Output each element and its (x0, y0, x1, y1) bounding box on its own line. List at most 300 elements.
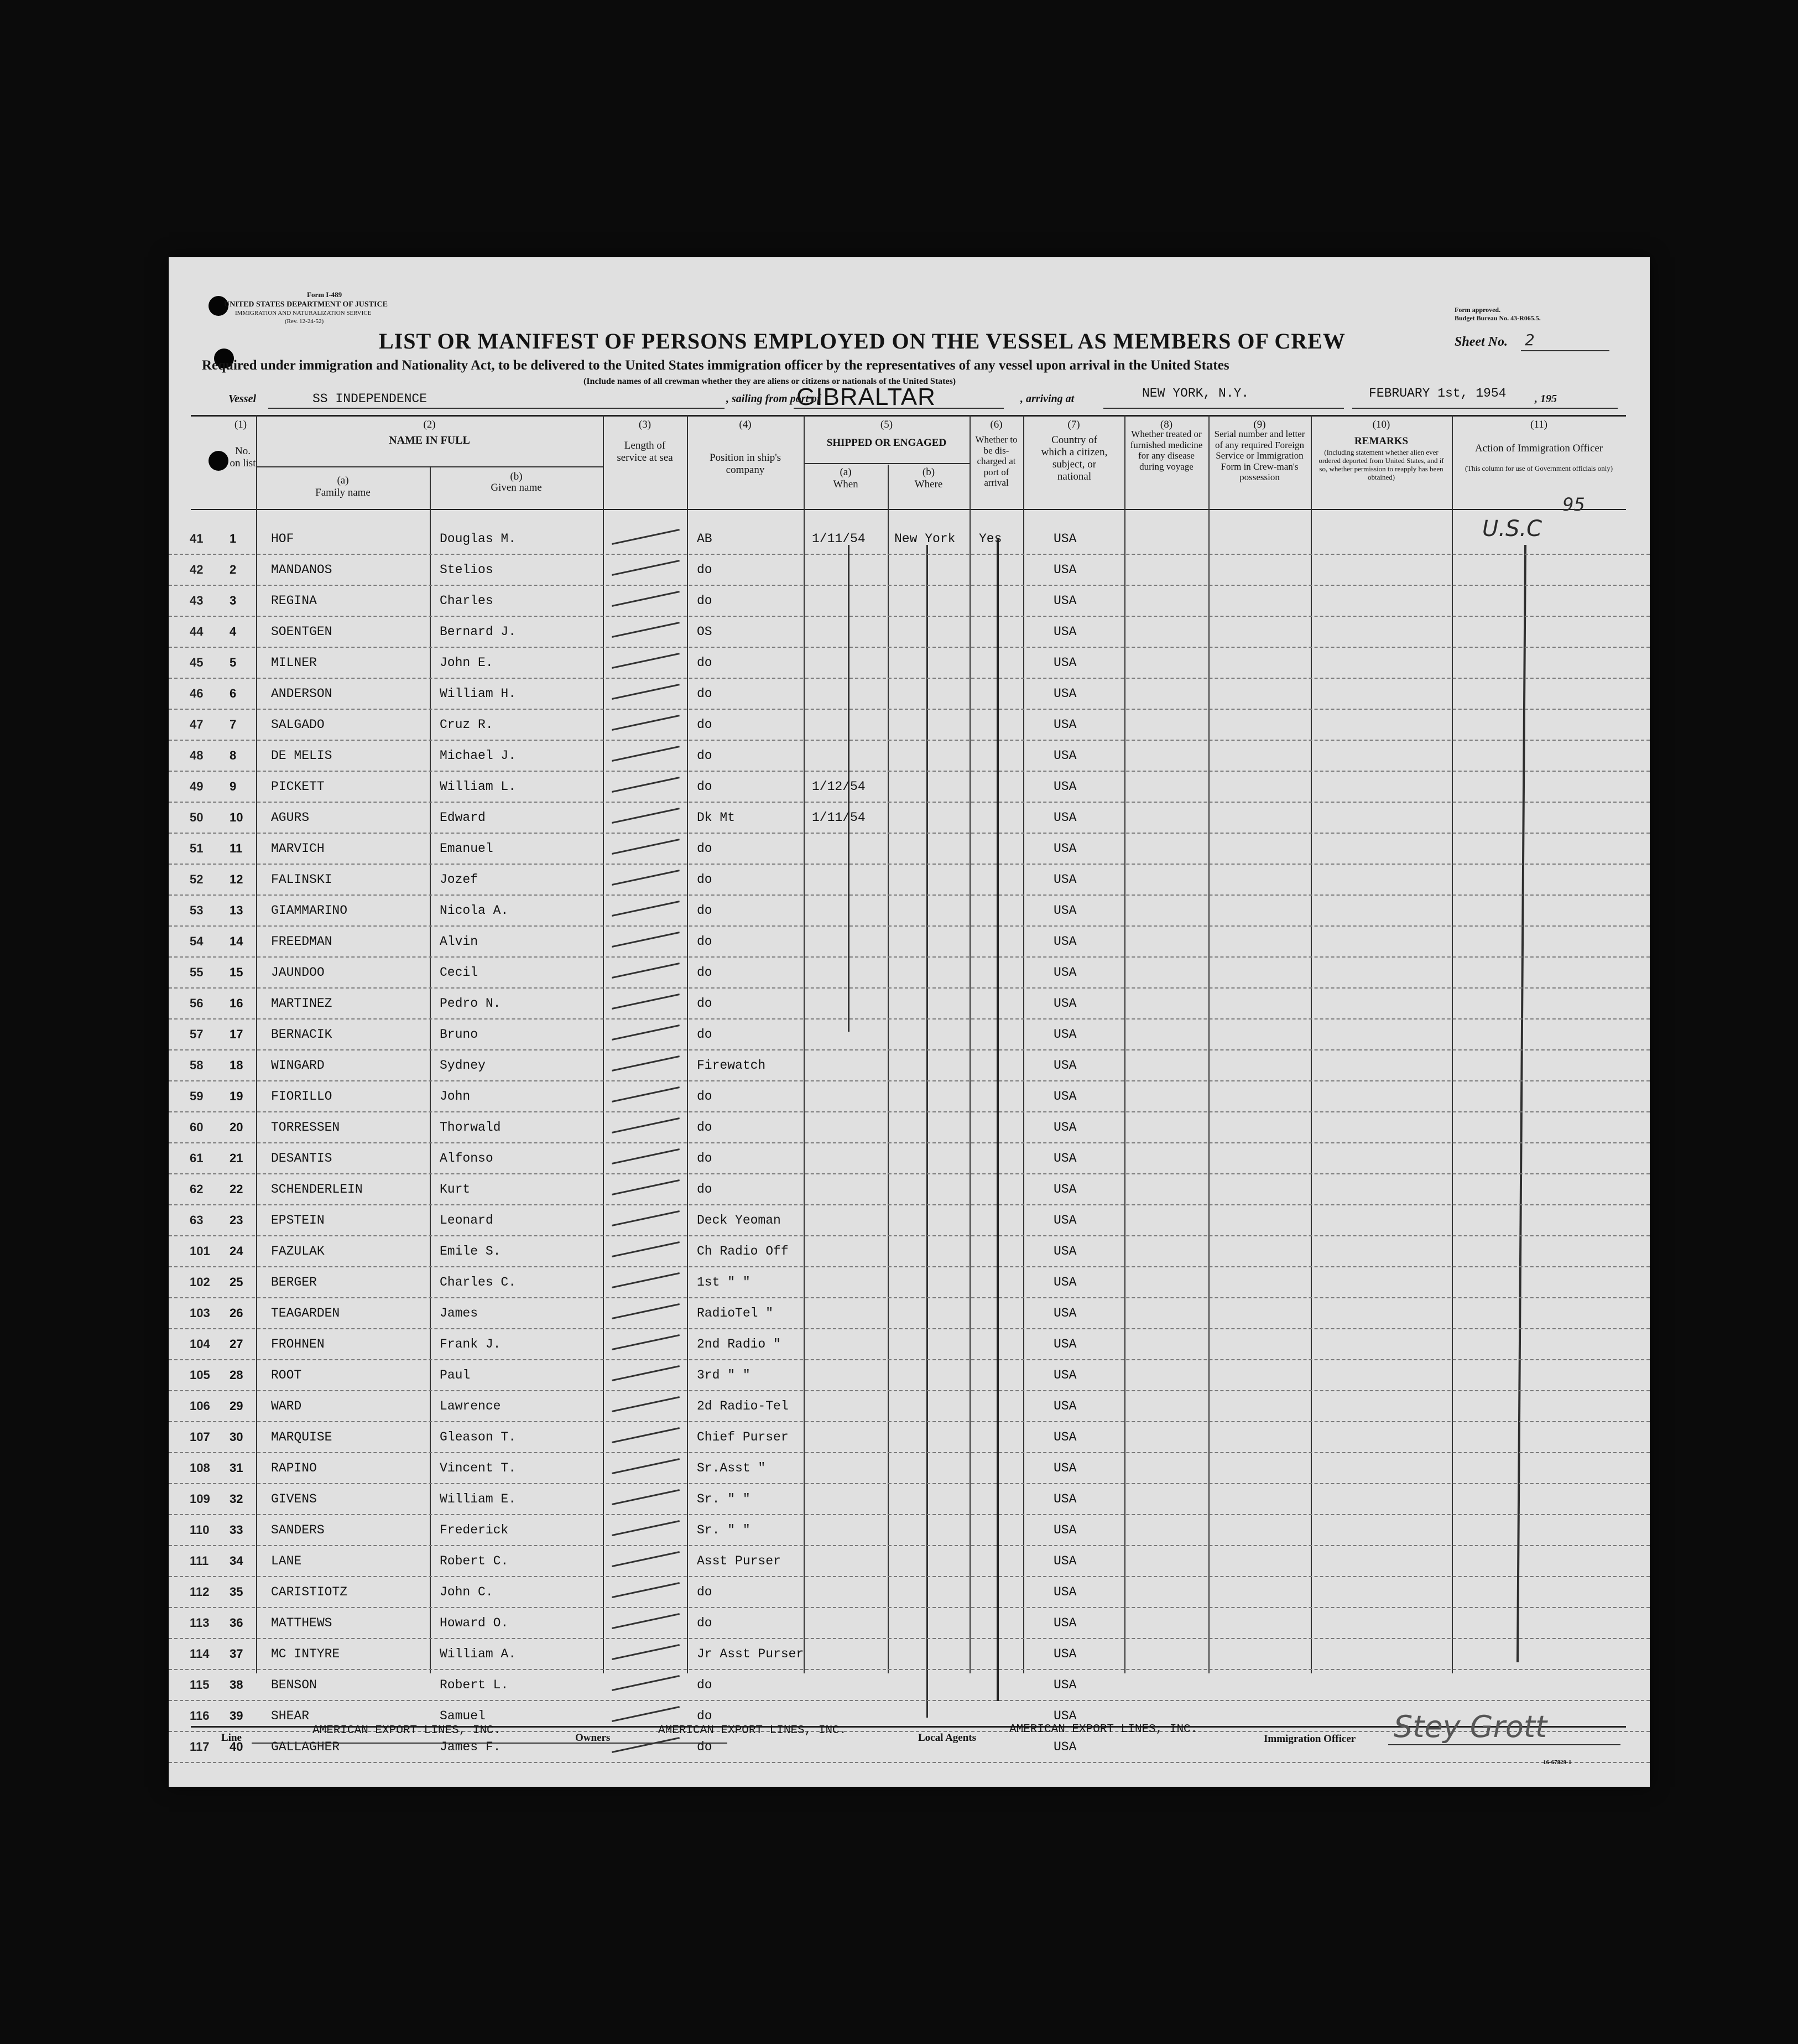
row-given-name: John E. (440, 656, 493, 670)
row-given-name: Edward (440, 810, 486, 825)
approval-line-1: Form approved. (1455, 306, 1501, 314)
row-margin-number: 112 (190, 1585, 210, 1599)
service-length-stroke (612, 715, 680, 731)
row-margin-number: 63 (190, 1213, 204, 1227)
row-given-name: Charles (440, 594, 493, 608)
row-family-name: MARQUISE (271, 1430, 332, 1444)
row-given-name: James (440, 1306, 478, 1320)
row-position: do (697, 1120, 712, 1135)
row-given-name: Cecil (440, 965, 478, 980)
row-given-name: William A. (440, 1647, 517, 1661)
table-row (169, 927, 1650, 958)
row-number: 32 (230, 1492, 243, 1506)
row-number: 40 (230, 1740, 243, 1754)
row-margin-number: 101 (190, 1244, 210, 1258)
header-bottom-border (191, 509, 1626, 510)
header-top-border (191, 415, 1626, 417)
row-given-name: Samuel (440, 1709, 486, 1723)
service-length-stroke (612, 839, 680, 855)
page-count-mark: 95 (1562, 494, 1585, 515)
row-family-name: FROHNEN (271, 1337, 325, 1351)
row-position: do (697, 934, 712, 949)
row-family-name: FALINSKI (271, 872, 332, 887)
row-given-name: Howard O. (440, 1616, 509, 1630)
row-number: 21 (230, 1151, 243, 1165)
row-margin-number: 44 (190, 625, 204, 638)
table-row (169, 1298, 1650, 1329)
row-given-name: William L. (440, 779, 517, 794)
service-length-stroke (612, 1675, 680, 1691)
service-length-stroke (612, 1551, 680, 1567)
row-given-name: Cruz R. (440, 717, 493, 732)
row-number: 25 (230, 1275, 243, 1289)
row-number: 16 (230, 996, 243, 1010)
row-given-name: Robert C. (440, 1554, 509, 1568)
row-position: do (697, 1616, 712, 1630)
table-row (169, 679, 1650, 710)
row-country: USA (1054, 594, 1077, 608)
table-row (169, 1267, 1650, 1298)
row-number: 34 (230, 1554, 243, 1568)
row-family-name: MATTHEWS (271, 1616, 332, 1630)
row-given-name: Alvin (440, 934, 478, 949)
row-margin-number: 107 (190, 1430, 210, 1444)
table-row (169, 617, 1650, 648)
row-given-name: Michael J. (440, 748, 517, 763)
row-family-name: SOENTGEN (271, 625, 332, 639)
row-number: 5 (230, 656, 237, 669)
row-family-name: EPSTEIN (271, 1213, 325, 1228)
table-row (169, 1422, 1650, 1453)
row-margin-number: 46 (190, 686, 204, 700)
row-given-name: Stelios (440, 563, 493, 577)
table-row (169, 1670, 1650, 1701)
name-subheader-rule (256, 466, 603, 467)
col7-num: (7) (1067, 419, 1080, 430)
table-row (169, 1050, 1650, 1081)
col2b-label: Given name (491, 482, 542, 493)
row-margin-number: 57 (190, 1027, 204, 1041)
row-family-name: SCHENDERLEIN (271, 1182, 363, 1197)
row-number: 14 (230, 934, 243, 948)
col8-num: (8) (1160, 419, 1173, 430)
service-length-stroke (612, 529, 680, 545)
row-position: AB (697, 532, 712, 546)
table-row (169, 1546, 1650, 1577)
page-title: LIST OR MANIFEST OF PERSONS EMPLOYED ON THE VESSEL AS MEMBERS OF CREW (379, 329, 1346, 353)
col1-label: No. on list (230, 445, 256, 469)
row-given-name: William H. (440, 686, 517, 701)
officer-label: Immigration Officer (1264, 1733, 1356, 1745)
row-number: 13 (230, 903, 243, 917)
row-shipped-when: 1/11/54 (812, 810, 866, 825)
row-margin-number: 115 (190, 1678, 210, 1692)
row-family-name: TORRESSEN (271, 1120, 340, 1135)
row-country: USA (1054, 1058, 1077, 1073)
col4-num: (4) (739, 419, 752, 430)
page-subtitle: Required under immigration and Nationality Act, to be delivered to the United States immigration officer by the representatives of any vessel upon arrival in the United States (202, 358, 1229, 373)
service-length-stroke (612, 1024, 680, 1041)
row-number: 33 (230, 1523, 243, 1537)
sailing-label: , sailing from port of (726, 393, 821, 405)
row-country: USA (1054, 1120, 1077, 1135)
row-position: do (697, 872, 712, 887)
row-given-name: Emanuel (440, 841, 493, 856)
table-row (169, 1360, 1650, 1391)
row-given-name: John (440, 1089, 471, 1104)
row-position: Firewatch (697, 1058, 766, 1073)
row-country: USA (1054, 779, 1077, 794)
row-given-name: Jozef (440, 872, 478, 887)
row-country: USA (1054, 965, 1077, 980)
col9-label: Serial number and letter of any required Foreign Service or Immigration Form in Crew-man's possession (1214, 429, 1305, 483)
row-position: Asst Purser (697, 1554, 781, 1568)
row-position: Dk Mt (697, 810, 736, 825)
table-row (169, 865, 1650, 896)
row-country: USA (1054, 656, 1077, 670)
row-family-name: FREEDMAN (271, 934, 332, 949)
row-country: USA (1054, 1678, 1077, 1692)
row-number: 7 (230, 717, 237, 731)
row-margin-number: 58 (190, 1058, 204, 1072)
row-given-name: Alfonso (440, 1151, 493, 1166)
row-country: USA (1054, 748, 1077, 763)
row-number: 22 (230, 1182, 243, 1196)
service-length-stroke (612, 1055, 680, 1072)
page-subnote: (Include names of all crewman whether they are aliens or citizens or nationals of the United States) (583, 377, 956, 386)
service-length-stroke (612, 1148, 680, 1164)
service-length-stroke (612, 1303, 680, 1319)
row-family-name: LANE (271, 1554, 302, 1568)
row-country: USA (1054, 686, 1077, 701)
row-country: USA (1054, 1709, 1077, 1723)
row-given-name: Robert L. (440, 1678, 509, 1692)
row-country: USA (1054, 1492, 1077, 1506)
row-margin-number: 56 (190, 996, 204, 1010)
row-margin-number: 49 (190, 779, 204, 793)
table-row (169, 1577, 1650, 1608)
row-number: 24 (230, 1244, 243, 1258)
line-underline (252, 1743, 727, 1744)
agents-label: Local Agents (918, 1732, 977, 1744)
row-given-name: Kurt (440, 1182, 471, 1197)
row-country: USA (1054, 532, 1077, 546)
row-given-name: Gleason T. (440, 1430, 517, 1444)
row-country: USA (1054, 934, 1077, 949)
manifest-sheet (169, 257, 1650, 1787)
row-country: USA (1054, 841, 1077, 856)
row-position: do (697, 594, 712, 608)
row-position: Sr. " " (697, 1523, 751, 1537)
row-number: 3 (230, 594, 237, 607)
row-number: 15 (230, 965, 243, 979)
row-country: USA (1054, 1523, 1077, 1537)
table-row (169, 1236, 1650, 1267)
service-length-stroke (612, 1241, 680, 1257)
row-margin-number: 43 (190, 594, 204, 607)
row-given-name: John C. (440, 1585, 493, 1599)
row-margin-number: 110 (190, 1523, 210, 1537)
row-margin-number: 42 (190, 563, 204, 576)
row-margin-number: 109 (190, 1492, 210, 1506)
service-length-stroke (612, 1086, 680, 1102)
row-family-name: DE MELIS (271, 748, 332, 763)
service-length-stroke (612, 1644, 680, 1660)
row-margin-number: 106 (190, 1399, 210, 1413)
service-length-stroke (612, 1334, 680, 1350)
row-family-name: BERNACIK (271, 1027, 332, 1042)
row-margin-number: 102 (190, 1275, 210, 1289)
col1-num: (1) (234, 419, 247, 430)
col8-label: Whether treated or furnished medicine for any disease during voyage (1130, 429, 1203, 472)
row-given-name: Douglas M. (440, 532, 517, 546)
service-length-stroke (612, 1117, 680, 1133)
table-row (169, 710, 1650, 741)
row-position: do (697, 563, 712, 577)
row-given-name: Thorwald (440, 1120, 501, 1135)
table-row (169, 1020, 1650, 1050)
agents-value: AMERICAN EXPORT LINES, INC. (1009, 1723, 1198, 1736)
row-family-name: FAZULAK (271, 1244, 325, 1258)
row-shipped-when: 1/11/54 (812, 532, 866, 546)
row-margin-number: 45 (190, 656, 204, 669)
row-margin-number: 41 (190, 532, 204, 545)
row-family-name: GIAMMARINO (271, 903, 348, 918)
col5a-label: When (833, 479, 858, 490)
port-underline (794, 408, 1004, 409)
row-country: USA (1054, 1337, 1077, 1351)
arrival-port: NEW YORK, N.Y. (1142, 386, 1249, 401)
col2a-label: Family name (315, 487, 371, 498)
row-position: 2d Radio-Tel (697, 1399, 789, 1413)
row-family-name: JAUNDOO (271, 965, 325, 980)
row-number: 19 (230, 1089, 243, 1103)
table-row (169, 524, 1650, 555)
row-given-name: Paul (440, 1368, 471, 1382)
row-country: USA (1054, 903, 1077, 918)
row-position: 1st " " (697, 1275, 751, 1289)
row-given-name: Frank J. (440, 1337, 501, 1351)
row-given-name: William E. (440, 1492, 517, 1506)
table-row (169, 1143, 1650, 1174)
row-country: USA (1054, 810, 1077, 825)
col4-label: Position in ship's company (709, 452, 781, 476)
vessel-label: Vessel (228, 393, 256, 405)
service-length-stroke (612, 560, 680, 576)
approval-line-2: Budget Bureau No. 43-R065.5. (1455, 314, 1541, 322)
row-given-name: Charles C. (440, 1275, 517, 1289)
service-length-stroke (612, 746, 680, 762)
service-length-stroke (612, 994, 680, 1010)
row-family-name: MANDANOS (271, 563, 332, 577)
row-margin-number: 61 (190, 1151, 204, 1165)
row-margin-number: 59 (190, 1089, 204, 1103)
table-row (169, 1484, 1650, 1515)
service-length-stroke (612, 1582, 680, 1598)
row-family-name: AGURS (271, 810, 310, 825)
table-row (169, 772, 1650, 803)
row-country: USA (1054, 1616, 1077, 1630)
owners-value: AMERICAN EXPORT LINES, INC. (658, 1724, 847, 1737)
row-family-name: TEAGARDEN (271, 1306, 340, 1320)
row-position: do (697, 748, 712, 763)
arrival-date: FEBRUARY 1st, 1954 (1369, 386, 1507, 401)
row-position: do (697, 717, 712, 732)
service-length-stroke (612, 684, 680, 700)
row-number: 9 (230, 779, 237, 793)
col5-num: (5) (880, 419, 893, 430)
row-country: USA (1054, 1430, 1077, 1444)
table-row (169, 896, 1650, 927)
service-length-stroke (612, 653, 680, 669)
service-length-stroke (612, 1396, 680, 1412)
row-family-name: GALLAGHER (271, 1740, 340, 1754)
row-family-name: HOF (271, 532, 294, 546)
form-number: Form I-489 (307, 290, 342, 299)
row-position: Jr Asst Purser (697, 1647, 804, 1661)
row-margin-number: 47 (190, 717, 204, 731)
row-country: USA (1054, 1399, 1077, 1413)
row-family-name: ANDERSON (271, 686, 332, 701)
row-position: do (697, 686, 712, 701)
table-row (169, 1081, 1650, 1112)
row-margin-number: 53 (190, 903, 204, 917)
col11-note: (This column for use of Government officials only) (1465, 464, 1613, 472)
row-country: USA (1054, 1368, 1077, 1382)
row-margin-number: 50 (190, 810, 204, 824)
row-position: 3rd " " (697, 1368, 751, 1382)
row-family-name: ROOT (271, 1368, 302, 1382)
row-position: do (697, 1585, 712, 1599)
row-position: do (697, 1027, 712, 1042)
service-length-stroke (612, 1365, 680, 1381)
sheet-label: Sheet No. (1455, 335, 1508, 349)
row-margin-number: 113 (190, 1616, 210, 1630)
row-margin-number: 54 (190, 934, 204, 948)
col7-label: Country of which a citizen, subject, or national (1041, 434, 1108, 482)
line-label: Line (221, 1732, 242, 1744)
table-row (169, 648, 1650, 679)
row-country: USA (1054, 1089, 1077, 1104)
col5b-label: Where (914, 479, 943, 490)
service-length-stroke (612, 932, 680, 948)
row-margin-number: 62 (190, 1182, 204, 1196)
service-length-stroke (612, 1272, 680, 1288)
row-given-name: Bruno (440, 1027, 478, 1042)
row-given-name: Emile S. (440, 1244, 501, 1258)
row-given-name: Sydney (440, 1058, 486, 1073)
table-row (169, 1112, 1650, 1143)
row-country: USA (1054, 563, 1077, 577)
row-country: USA (1054, 1585, 1077, 1599)
shipped-subheader-rule (804, 463, 970, 464)
table-row (169, 555, 1650, 586)
col10-note: (Including statement whether alien ever ordered deported from United States, and if so, whether permission to reapply has been obtained) (1318, 448, 1444, 481)
row-number: 30 (230, 1430, 243, 1444)
row-position: 2nd Radio " (697, 1337, 781, 1351)
row-discharged: Yes (979, 532, 1002, 546)
row-country: USA (1054, 1182, 1077, 1197)
sheet-number-line (1521, 350, 1609, 351)
row-family-name: BERGER (271, 1275, 317, 1289)
port-name: GIBRALTAR (796, 383, 936, 410)
row-country: USA (1054, 996, 1077, 1011)
vessel-underline (268, 408, 725, 409)
row-position: do (697, 1182, 712, 1197)
row-position: OS (697, 625, 712, 639)
row-position: do (697, 996, 712, 1011)
service-length-stroke (612, 901, 680, 917)
row-position: do (697, 1089, 712, 1104)
row-margin-number: 117 (190, 1740, 210, 1754)
service-length-stroke (612, 1737, 680, 1753)
row-number: 36 (230, 1616, 243, 1630)
service-length-stroke (612, 777, 680, 793)
table-row (169, 741, 1650, 772)
row-given-name: Frederick (440, 1523, 509, 1537)
row-family-name: BENSON (271, 1678, 317, 1692)
row-family-name: PICKETT (271, 779, 325, 794)
row-position: Deck Yeoman (697, 1213, 781, 1228)
row-position: Chief Purser (697, 1430, 789, 1444)
row-given-name: Bernard J. (440, 625, 517, 639)
row-number: 27 (230, 1337, 243, 1351)
row-position: do (697, 1151, 712, 1166)
punch-hole (209, 451, 228, 471)
row-family-name: REGINA (271, 594, 317, 608)
date-underline (1352, 408, 1618, 409)
sheet-number: 2 (1525, 331, 1535, 349)
row-number: 31 (230, 1461, 243, 1475)
col5b-num: (b) (922, 466, 935, 478)
row-family-name: MC INTYRE (271, 1647, 340, 1661)
row-given-name: Pedro N. (440, 996, 501, 1011)
service-length-stroke (612, 591, 680, 607)
row-country: USA (1054, 1213, 1077, 1228)
row-number: 39 (230, 1709, 243, 1723)
row-number: 12 (230, 872, 243, 886)
row-position: do (697, 1709, 712, 1723)
row-margin-number: 48 (190, 748, 204, 762)
table-row (169, 989, 1650, 1020)
col6-num: (6) (990, 419, 1003, 430)
table-row (169, 1515, 1650, 1546)
row-given-name: Vincent T. (440, 1461, 517, 1475)
row-margin-number: 108 (190, 1461, 210, 1475)
dept-line-1: UNITED STATES DEPARTMENT OF JUSTICE (224, 300, 388, 309)
row-country: USA (1054, 1554, 1077, 1568)
row-country: USA (1054, 625, 1077, 639)
row-family-name: WARD (271, 1399, 302, 1413)
row-position: do (697, 1740, 712, 1754)
service-length-stroke (612, 1427, 680, 1443)
col2b-num: (b) (510, 471, 523, 482)
col2-label: NAME IN FULL (389, 434, 470, 446)
row-number: 20 (230, 1120, 243, 1134)
row-family-name: MARVICH (271, 841, 325, 856)
row-number: 26 (230, 1306, 243, 1320)
officer-underline (1388, 1744, 1620, 1745)
row-position: do (697, 841, 712, 856)
table-row (169, 1205, 1650, 1236)
service-length-stroke (612, 622, 680, 638)
service-length-stroke (612, 808, 680, 824)
row-margin-number: 114 (190, 1647, 210, 1661)
col3-label: Length of service at sea (617, 440, 673, 464)
dept-line-2: IMMIGRATION AND NATURALIZATION SERVICE (235, 310, 372, 316)
col2a-num: (a) (337, 475, 349, 486)
table-row (169, 1391, 1650, 1422)
